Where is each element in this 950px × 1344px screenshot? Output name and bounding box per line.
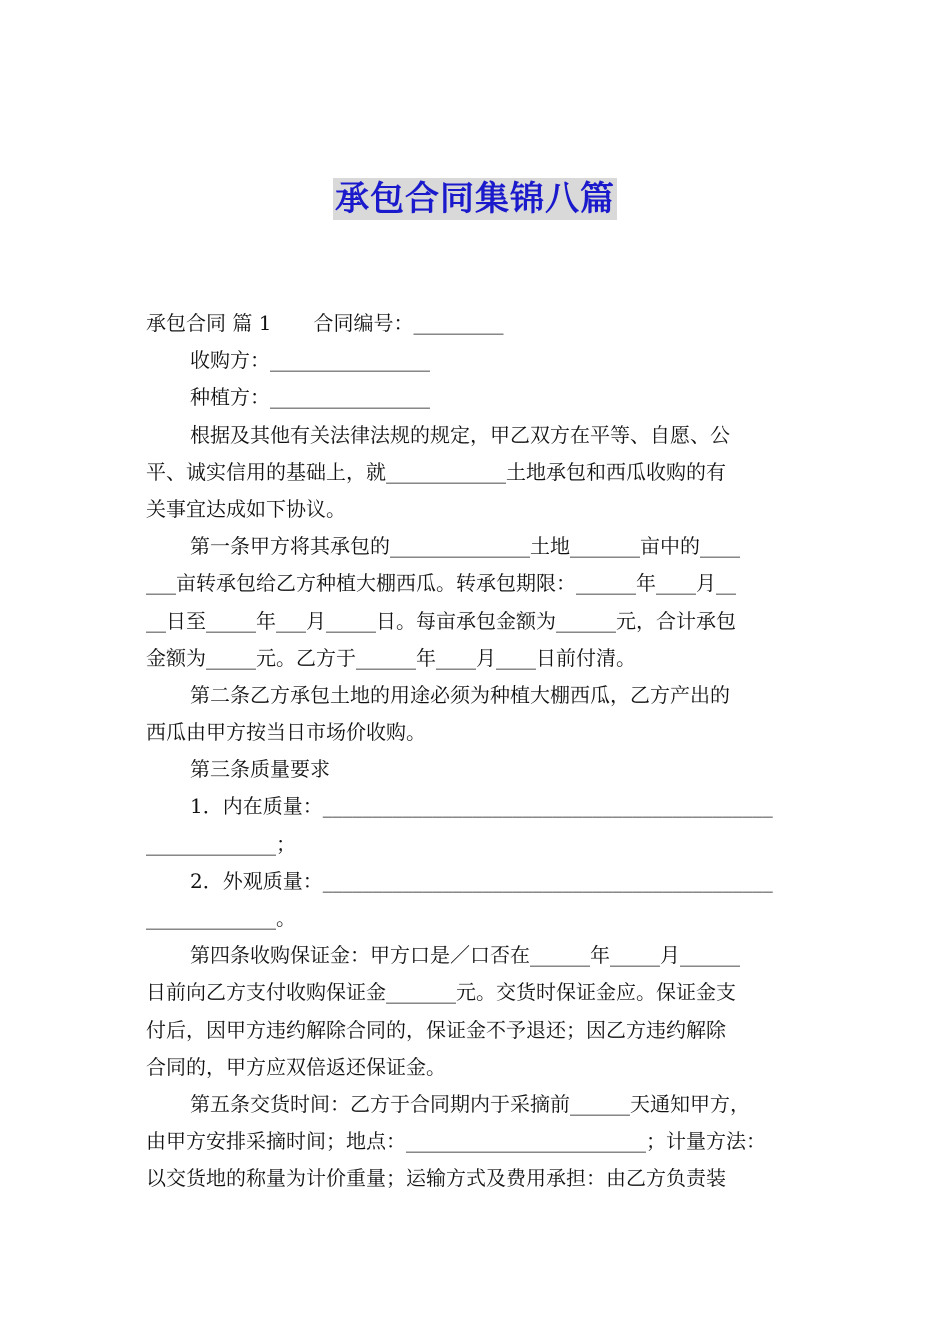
paragraph-line: 合同的，甲方应双倍返还保证金。 — [146, 1054, 446, 1079]
contract-heading-line — [146, 305, 810, 342]
buyer-line: 收购方：________________ — [190, 348, 430, 373]
document-title: 承包合同集锦八篇 — [335, 179, 615, 219]
paragraph-line: 付后，因甲方违约解除合同的，保证金不予退还；因乙方违约解除 — [146, 1017, 726, 1042]
paragraph-line: 第五条交货时间：乙方于合同期内于采摘前______天通知甲方， — [190, 1091, 750, 1116]
paragraph-line: 西瓜由甲方按当日市场价收购。 — [146, 720, 426, 745]
paragraph-line: 金额为_____元。乙方于______年____月____日前付清。 — [146, 645, 636, 670]
paragraph-line: _____________。 — [146, 906, 296, 930]
paragraph-line: 日前向乙方支付收购保证金_______元。交货时保证金应。保证金支 — [146, 980, 736, 1005]
paragraph-line: 根据及其他有关法律法规的规定，甲乙双方在平等、自愿、公 — [190, 422, 730, 447]
paragraph-line: 由甲方安排采摘时间；地点：________________________；计量方法： — [146, 1129, 766, 1154]
contract-heading: 承包合同 篇 1 — [146, 311, 272, 335]
contract-number-field: 合同编号：_________ — [313, 311, 504, 335]
paragraph-line: 以交货地的称量为计价重量；运输方式及费用承担：由乙方负责装 — [146, 1166, 726, 1191]
document-body — [146, 305, 810, 1198]
title-block — [0, 178, 950, 220]
paragraph-line: 2．外观质量：_____________________________________________ — [190, 868, 773, 893]
paragraph-line: _____________； — [146, 831, 296, 856]
paragraph-line: 第一条甲方将其承包的______________土地_______亩中的____ — [190, 534, 740, 559]
paragraph-line: __日至_____年___月_____日。每亩承包金额为______元，合计承包 — [146, 608, 736, 633]
paragraph-line: 第三条质量要求 — [190, 757, 330, 782]
paragraph-line: 1．内在质量：_____________________________________________ — [190, 794, 773, 819]
grower-line: 种植方：________________ — [190, 385, 430, 410]
paragraph-line: 平、诚实信用的基础上，就____________土地承包和西瓜收购的有 — [146, 459, 726, 484]
paragraph-line: 第二条乙方承包土地的用途必须为种植大棚西瓜，乙方产出的 — [190, 682, 730, 707]
paragraph-line: 第四条收购保证金：甲方口是／口否在______年_____月______ — [190, 943, 740, 968]
paragraph-line: 关事宜达成如下协议。 — [146, 496, 346, 521]
paragraph-line: ___亩转承包给乙方种植大棚西瓜。转承包期限：______年____月__ — [146, 571, 736, 596]
